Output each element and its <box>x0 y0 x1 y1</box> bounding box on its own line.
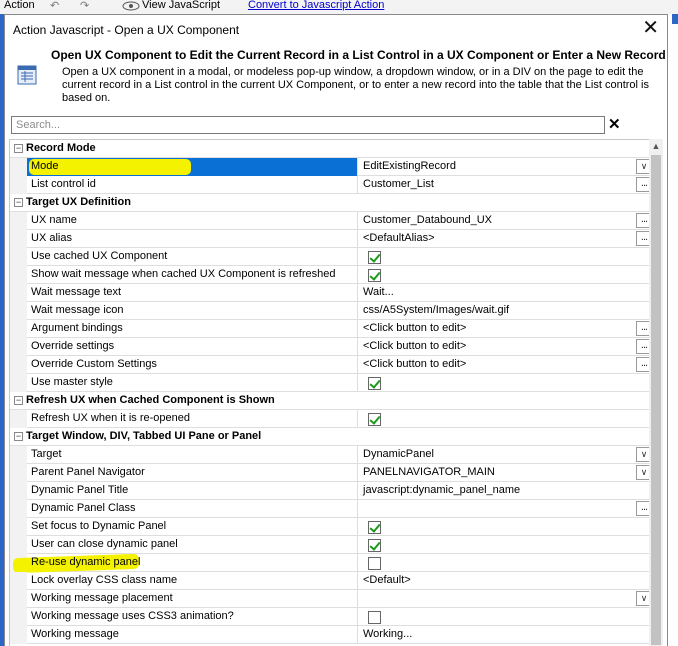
property-name[interactable] <box>27 230 358 248</box>
property-name[interactable] <box>27 590 358 608</box>
row-gutter <box>10 374 27 392</box>
property-name-label: Working message placement <box>31 592 173 604</box>
dropdown-chevron-icon[interactable]: ∨ <box>636 159 652 174</box>
ellipsis-button[interactable]: ... <box>636 357 652 372</box>
property-value-text: <Click button to edit> <box>363 358 467 370</box>
property-name-label: Lock overlay CSS class name <box>31 574 178 586</box>
background-toolbar <box>0 0 678 14</box>
property-name[interactable] <box>27 284 358 302</box>
eye-icon <box>122 1 140 11</box>
property-name[interactable] <box>27 626 358 644</box>
checkbox[interactable] <box>368 269 381 282</box>
scroll-up-arrow-icon[interactable]: ▲ <box>651 141 661 151</box>
property-value[interactable] <box>359 374 652 392</box>
property-row[interactable] <box>10 536 652 554</box>
property-name[interactable] <box>27 410 358 428</box>
property-name[interactable] <box>27 374 358 392</box>
property-name-label: Dynamic Panel Title <box>31 484 129 496</box>
property-name[interactable] <box>27 176 358 194</box>
action-label: Action <box>4 0 35 11</box>
row-gutter <box>10 212 27 230</box>
property-name-label: Wait message icon <box>31 304 124 316</box>
property-name-label: Parent Panel Navigator <box>31 466 145 478</box>
property-name[interactable] <box>27 464 358 482</box>
property-value[interactable] <box>359 248 652 266</box>
close-icon[interactable]: ✕ <box>642 17 659 39</box>
property-row[interactable] <box>10 338 652 356</box>
property-row[interactable] <box>10 158 652 176</box>
property-value[interactable] <box>359 626 652 644</box>
property-value[interactable] <box>359 518 652 536</box>
property-value-text: DynamicPanel <box>363 448 434 460</box>
property-value-text: <Default> <box>363 574 411 586</box>
property-name-label: Argument bindings <box>31 322 123 334</box>
property-value[interactable] <box>359 536 652 554</box>
property-value[interactable] <box>359 338 652 356</box>
property-name-label: Target <box>31 448 62 460</box>
checkbox[interactable] <box>368 251 381 264</box>
search-input[interactable] <box>11 116 605 134</box>
dropdown-chevron-icon[interactable]: ∨ <box>636 465 652 480</box>
property-name[interactable] <box>27 608 358 626</box>
dialog-header <box>5 45 667 119</box>
property-value[interactable] <box>359 302 652 320</box>
property-value-text: Working... <box>363 628 413 640</box>
row-gutter <box>10 410 27 428</box>
property-value-text: css/A5System/Images/wait.gif <box>363 304 510 316</box>
property-value-text: Customer_List <box>363 178 434 190</box>
property-name[interactable] <box>27 536 358 554</box>
property-row[interactable] <box>10 230 652 248</box>
property-name-label: UX name <box>31 214 77 226</box>
collapse-icon[interactable]: − <box>15 431 22 441</box>
row-gutter <box>10 248 27 266</box>
property-name-label: Set focus to Dynamic Panel <box>31 520 167 532</box>
dropdown-chevron-icon[interactable]: ∨ <box>636 447 652 462</box>
property-row[interactable] <box>10 410 652 428</box>
header-description: Open a UX component in a modal, or modeless pop-up window, a dropdown window, or in a DIV on the page to edit the current record in a List control in the current UX Component, or to enter a new record into the table that the List control is based on. <box>62 66 649 104</box>
property-name[interactable] <box>27 356 358 374</box>
dialog-title: Action Javascript - Open a UX Component <box>13 23 240 37</box>
clear-search-icon[interactable]: ✕ <box>608 116 621 133</box>
row-gutter <box>10 320 27 338</box>
property-name[interactable] <box>27 212 358 230</box>
window-edge-right <box>672 14 678 24</box>
property-value[interactable] <box>359 464 652 482</box>
property-grid <box>9 139 653 646</box>
property-value[interactable] <box>359 158 652 176</box>
property-name-label: Wait message text <box>31 286 122 298</box>
row-gutter <box>10 176 27 194</box>
view-javascript-button[interactable]: View JavaScript <box>142 0 221 11</box>
property-name[interactable] <box>27 338 358 356</box>
property-value-text: Customer_Databound_UX <box>363 214 493 226</box>
row-gutter <box>10 230 27 248</box>
property-name-label: Override Custom Settings <box>31 358 157 370</box>
ellipsis-button[interactable]: ... <box>636 177 652 192</box>
property-row[interactable] <box>10 266 652 284</box>
dropdown-chevron-icon[interactable]: ∨ <box>636 591 652 606</box>
category-row[interactable] <box>10 194 652 212</box>
category-row[interactable] <box>10 140 652 158</box>
property-row[interactable] <box>10 374 652 392</box>
redo-arrow-icon[interactable]: ↷ <box>80 0 90 12</box>
category-label: Refresh UX when Cached Component is Shown <box>26 394 275 406</box>
property-row[interactable] <box>10 608 652 626</box>
property-name-label: Dynamic Panel Class <box>31 502 136 514</box>
row-gutter <box>10 590 27 608</box>
property-name[interactable] <box>27 266 358 284</box>
property-value[interactable] <box>359 212 652 230</box>
property-name[interactable] <box>27 554 358 572</box>
row-gutter <box>10 302 27 320</box>
property-row[interactable] <box>10 212 652 230</box>
property-name-label: UX alias <box>31 232 72 244</box>
property-row[interactable] <box>10 284 652 302</box>
property-value-text: Wait... <box>363 286 394 298</box>
category-label: Target Window, DIV, Tabbed UI Pane or Panel <box>26 430 262 442</box>
property-row[interactable] <box>10 248 652 266</box>
category-row[interactable] <box>10 428 652 446</box>
property-name-label: Working message uses CSS3 animation? <box>31 610 234 622</box>
collapse-icon[interactable]: − <box>15 143 22 153</box>
property-value[interactable] <box>359 590 652 608</box>
property-value[interactable] <box>359 482 652 500</box>
property-value-text: <Click button to edit> <box>363 340 467 352</box>
ellipsis-button[interactable]: ... <box>636 339 652 354</box>
property-row[interactable] <box>10 356 652 374</box>
property-name[interactable] <box>27 482 358 500</box>
property-value[interactable] <box>359 176 652 194</box>
property-name-label: User can close dynamic panel <box>31 538 178 550</box>
ellipsis-button[interactable]: ... <box>636 213 652 228</box>
row-gutter <box>10 464 27 482</box>
property-row[interactable] <box>10 500 652 518</box>
property-name[interactable] <box>27 518 358 536</box>
property-row[interactable] <box>10 302 652 320</box>
ellipsis-button[interactable]: ... <box>636 321 652 336</box>
ellipsis-button[interactable]: ... <box>636 231 652 246</box>
action-javascript-dialog <box>4 14 668 646</box>
property-name[interactable] <box>27 248 358 266</box>
property-value[interactable] <box>359 410 652 428</box>
checkbox[interactable] <box>368 377 381 390</box>
undo-arrow-icon[interactable]: ↶ <box>50 0 60 12</box>
property-row[interactable] <box>10 626 652 644</box>
property-value-text: <DefaultAlias> <box>363 232 435 244</box>
convert-to-javascript-link[interactable]: Convert to Javascript Action <box>248 0 385 11</box>
checkbox[interactable] <box>368 413 381 426</box>
property-name-label: Re-use dynamic panel <box>31 556 141 568</box>
scrollbar-thumb[interactable] <box>651 155 661 645</box>
property-value-text: EditExistingRecord <box>363 160 456 172</box>
row-gutter <box>10 266 27 284</box>
property-name[interactable] <box>27 500 358 518</box>
property-row[interactable] <box>10 518 652 536</box>
property-name[interactable] <box>27 572 358 590</box>
property-row[interactable] <box>10 482 652 500</box>
category-row[interactable] <box>10 392 652 410</box>
property-name-label: Show wait message when cached UX Component is refreshed <box>31 268 336 280</box>
property-row[interactable] <box>10 590 652 608</box>
row-gutter <box>10 536 27 554</box>
property-value[interactable] <box>359 446 652 464</box>
property-value-text: PANELNAVIGATOR_MAIN <box>363 466 495 478</box>
property-value-text: <Click button to edit> <box>363 322 467 334</box>
dialog-titlebar <box>5 15 667 45</box>
collapse-icon[interactable]: − <box>15 197 22 207</box>
property-name-label: Working message <box>31 628 119 640</box>
property-name-label: Use master style <box>31 376 113 388</box>
list-grid-icon <box>17 65 37 85</box>
collapse-icon[interactable]: − <box>15 395 22 405</box>
property-name-label: Refresh UX when it is re-opened <box>31 412 190 424</box>
header-title: Open UX Component to Edit the Current Record in a List Control in a UX Component or Enter a New Record <box>51 48 666 62</box>
property-name[interactable] <box>27 158 358 176</box>
row-gutter <box>10 626 27 644</box>
property-name-label: Override settings <box>31 340 115 352</box>
property-value[interactable] <box>359 320 652 338</box>
checkbox[interactable] <box>368 611 381 624</box>
checkbox[interactable] <box>368 521 381 534</box>
property-row[interactable] <box>10 446 652 464</box>
row-gutter <box>10 158 27 176</box>
property-value[interactable] <box>359 284 652 302</box>
checkbox[interactable] <box>368 539 381 552</box>
property-value[interactable] <box>359 572 652 590</box>
property-row[interactable] <box>10 320 652 338</box>
row-gutter <box>10 338 27 356</box>
property-value-text: javascript:dynamic_panel_name <box>363 484 521 496</box>
property-row[interactable] <box>10 464 652 482</box>
category-label: Target UX Definition <box>26 196 131 208</box>
property-name[interactable] <box>27 302 358 320</box>
vertical-scrollbar[interactable] <box>649 139 663 646</box>
property-value[interactable] <box>359 500 652 518</box>
property-value[interactable] <box>359 608 652 626</box>
row-gutter <box>10 518 27 536</box>
property-value[interactable] <box>359 356 652 374</box>
row-gutter <box>10 284 27 302</box>
row-gutter <box>10 500 27 518</box>
property-value[interactable] <box>359 230 652 248</box>
property-name-label: Mode <box>31 160 59 172</box>
ellipsis-button[interactable]: ... <box>636 501 652 516</box>
property-row[interactable] <box>10 176 652 194</box>
property-name[interactable] <box>27 446 358 464</box>
property-row[interactable] <box>10 554 652 572</box>
row-gutter <box>10 482 27 500</box>
row-gutter <box>10 608 27 626</box>
property-name[interactable] <box>27 320 358 338</box>
category-label: Record Mode <box>26 142 96 154</box>
property-value[interactable] <box>359 266 652 284</box>
property-name-label: Use cached UX Component <box>31 250 168 262</box>
checkbox[interactable] <box>368 557 381 570</box>
property-value[interactable] <box>359 554 652 572</box>
property-row[interactable] <box>10 572 652 590</box>
row-gutter <box>10 356 27 374</box>
row-gutter <box>10 572 27 590</box>
property-name-label: List control id <box>31 178 96 190</box>
row-gutter <box>10 446 27 464</box>
